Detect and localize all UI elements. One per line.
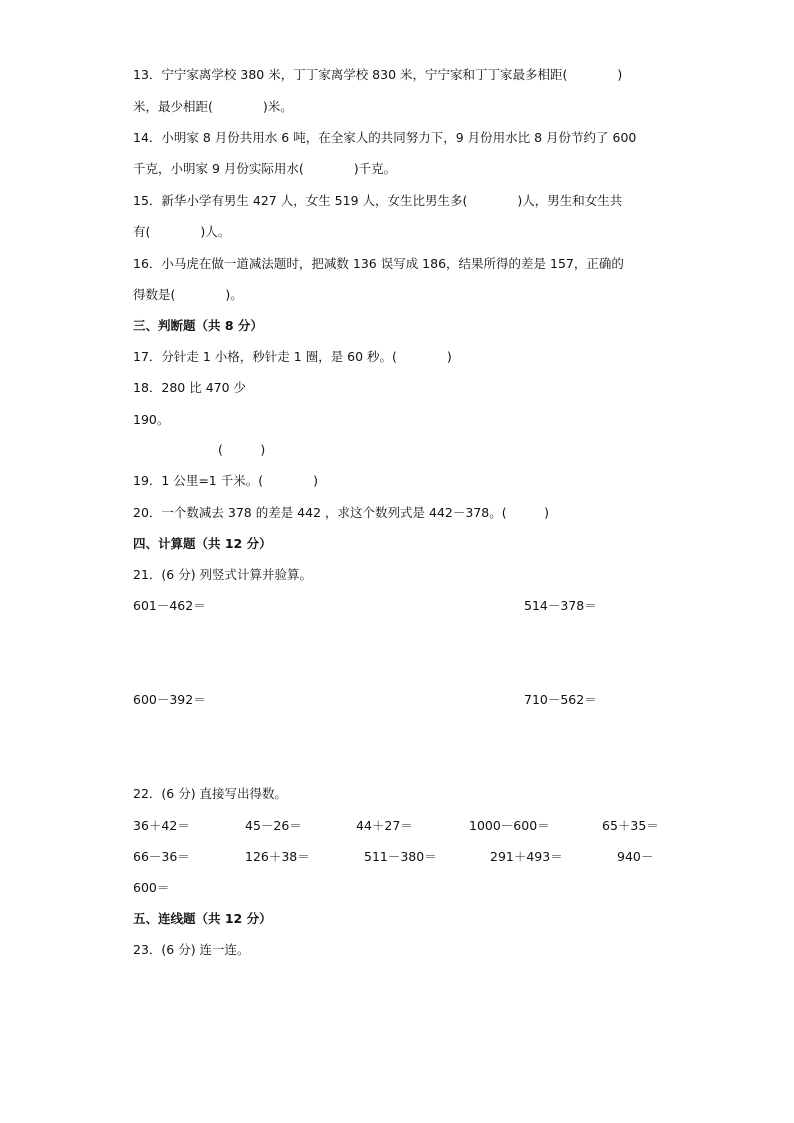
q14-line2: 千克，小明家 9 月份实际用水( )千克。 bbox=[133, 161, 397, 176]
q21-item: 514－378＝ bbox=[524, 598, 597, 613]
section-4-heading: 四、计算题（共 12 分） bbox=[133, 536, 272, 551]
q22-item: 44＋27＝ bbox=[356, 818, 413, 833]
q21-item: 600－392＝ bbox=[133, 692, 206, 707]
q22-item-wrap: 600＝ bbox=[133, 880, 170, 895]
q22-item: 511－380＝ bbox=[364, 849, 437, 864]
q22-item: 1000－600＝ bbox=[469, 818, 550, 833]
q21-item: 710－562＝ bbox=[524, 692, 597, 707]
q17: 17．分针走 1 小格，秒针走 1 圈，是 60 秒。( ) bbox=[133, 349, 452, 364]
q22-item: 45－26＝ bbox=[245, 818, 302, 833]
q15-line1: 15．新华小学有男生 427 人，女生 519 人，女生比男生多( )人，男生和女生共 bbox=[133, 193, 623, 208]
q22-item: 291＋493＝ bbox=[490, 849, 563, 864]
q21-title: 21．(6 分) 列竖式计算并验算。 bbox=[133, 567, 313, 582]
q21-item: 601－462＝ bbox=[133, 598, 206, 613]
q22-item: 66－36＝ bbox=[133, 849, 190, 864]
q18-line2: 190。 bbox=[133, 412, 170, 427]
q23-title: 23．(6 分) 连一连。 bbox=[133, 942, 250, 957]
q22-item: 126＋38＝ bbox=[245, 849, 310, 864]
q22-item: 940－ bbox=[617, 849, 654, 864]
q22-title: 22．(6 分) 直接写出得数。 bbox=[133, 786, 288, 801]
q15-line2: 有( )人。 bbox=[133, 224, 231, 239]
q14-line1: 14．小明家 8 月份共用水 6 吨，在全家人的共同努力下，9 月份用水比 8 月份节约了 600 bbox=[133, 130, 637, 145]
q16-line2: 得数是( )。 bbox=[133, 287, 243, 302]
q19: 19．1 公里=1 千米。( ) bbox=[133, 473, 318, 488]
q22-item: 36＋42＝ bbox=[133, 818, 190, 833]
q18-answer-blank[interactable]: ( ) bbox=[218, 442, 266, 457]
q18-line1: 18．280 比 470 少 bbox=[133, 380, 247, 395]
section-3-heading: 三、判断题（共 8 分） bbox=[133, 318, 263, 333]
q13-line2: 米，最少相距( )米。 bbox=[133, 99, 293, 114]
section-5-heading: 五、连线题（共 12 分） bbox=[133, 911, 272, 926]
q13-line1: 13．宁宁家离学校 380 米，丁丁家离学校 830 米，宁宁家和丁丁家最多相距( ) bbox=[133, 67, 623, 82]
q16-line1: 16．小马虎在做一道减法题时，把减数 136 误写成 186，结果所得的差是 157，正确的 bbox=[133, 256, 624, 271]
q20: 20．一个数减去 378 的差是 442 ，求这个数列式是 442－378。( ) bbox=[133, 505, 549, 520]
q22-item: 65＋35＝ bbox=[602, 818, 659, 833]
